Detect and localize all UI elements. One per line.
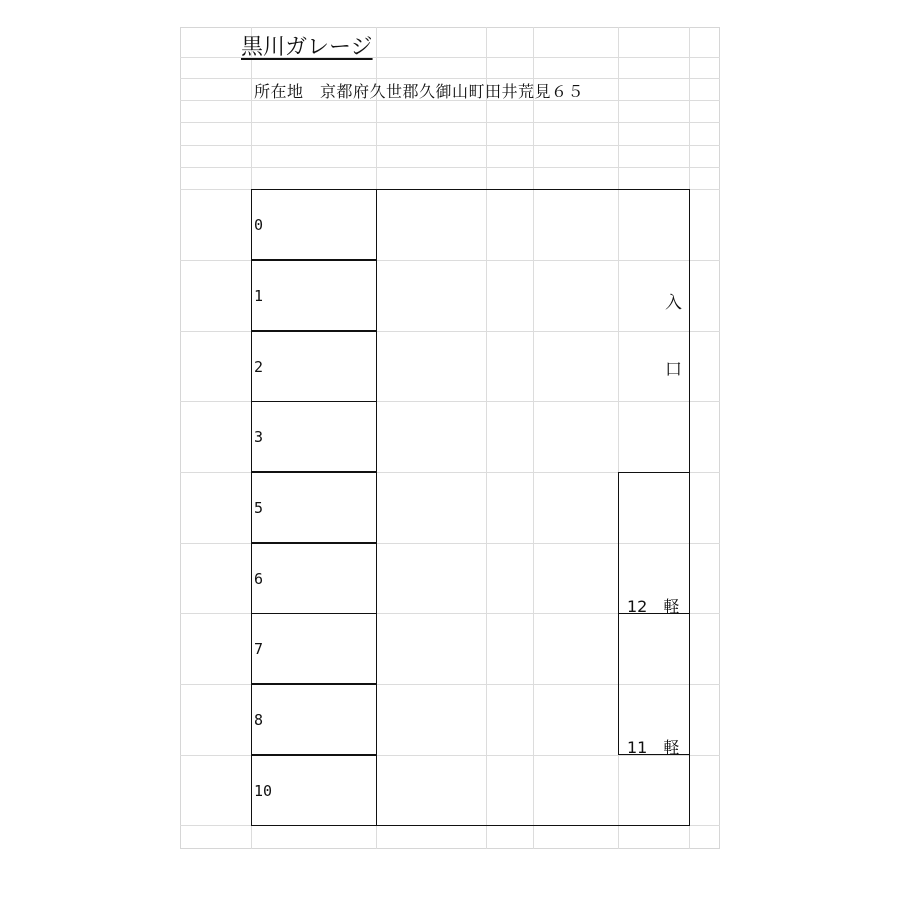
- parking-slot: [251, 613, 377, 684]
- gridline: [180, 167, 720, 168]
- slot-number: 2: [254, 357, 264, 376]
- slot-number: 5: [254, 498, 264, 517]
- page-title: 黒川ガレージ: [241, 35, 373, 60]
- kei-car-space: [618, 472, 690, 614]
- gridline: [180, 122, 720, 123]
- kei-space-label: 12 軽: [627, 597, 680, 616]
- entrance-label-2: 口: [665, 360, 682, 380]
- parking-slot: [251, 331, 377, 402]
- kei-car-space: [618, 613, 690, 755]
- parking-slot: [251, 543, 377, 614]
- slot-number: 0: [254, 215, 264, 234]
- slot-number: 8: [254, 710, 264, 729]
- entrance-label-1: 入: [665, 293, 682, 313]
- parking-slot: [251, 684, 377, 755]
- parking-slot: [251, 755, 377, 826]
- slot-number: 7: [254, 639, 264, 658]
- address-text: 所在地 京都府久世郡久御山町田井荒見６５: [254, 82, 585, 101]
- slot-number: 3: [254, 427, 264, 446]
- parking-slot: [251, 260, 377, 331]
- slot-number: 10: [254, 781, 273, 800]
- parking-slot: [251, 189, 377, 260]
- kei-space-label: 11 軽: [627, 738, 680, 757]
- slot-number: 6: [254, 569, 264, 588]
- slot-number: 1: [254, 286, 264, 305]
- parking-slot: [251, 472, 377, 543]
- parking-slot: [251, 401, 377, 472]
- gridline: [180, 145, 720, 146]
